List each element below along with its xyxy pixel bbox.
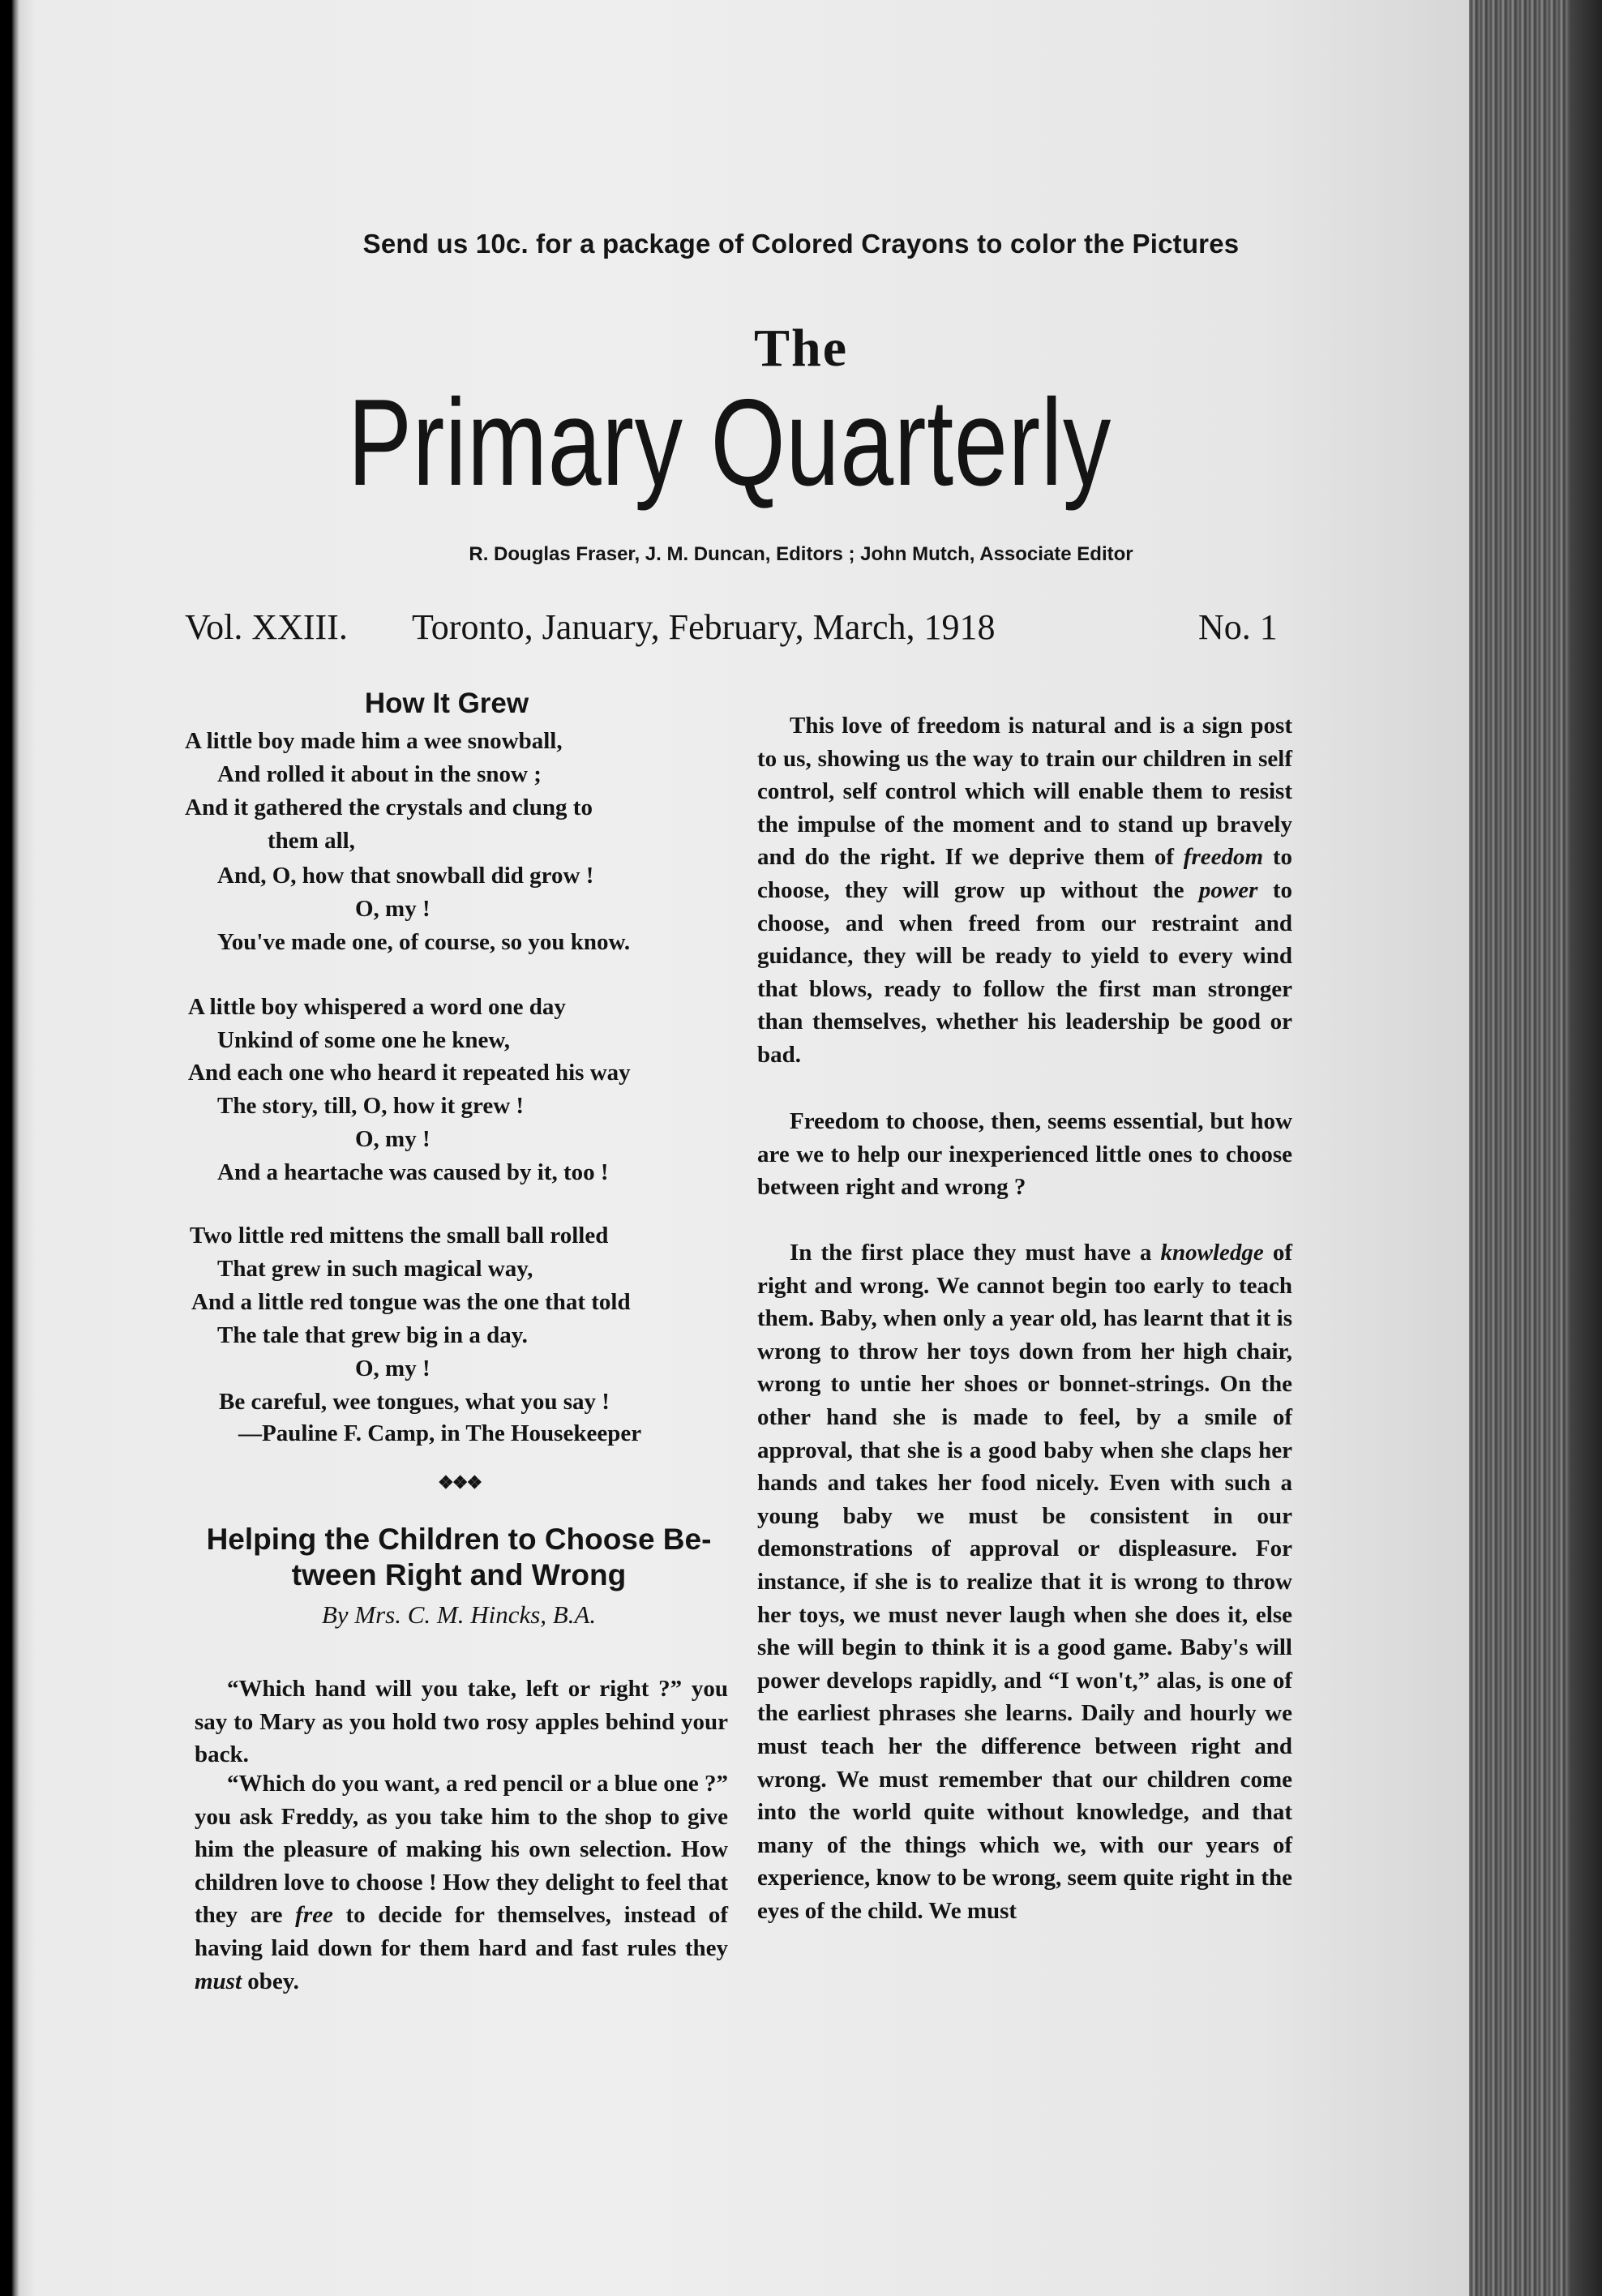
- poem-line: And a heartache was caused by it, too !: [217, 1159, 609, 1185]
- poem-title: How It Grew: [364, 688, 529, 719]
- poem-line: And rolled it about in the snow ;: [217, 761, 542, 787]
- article-paragraph: “Which hand will you take, left or right ?” you say to Mary as you hold two rosy apples behind your back.: [195, 1676, 728, 1768]
- issue-number: No. 1: [1198, 607, 1278, 647]
- article-paragraph: Freedom to choose, then, seems essential, but how are we to help our inexperienced little ones to choose between right and wrong ?: [757, 1108, 1292, 1201]
- article-byline: By Mrs. C. M. Hincks, B.A.: [321, 1600, 597, 1629]
- poem-attribution: —Pauline F. Camp, in The Housekeeper: [238, 1420, 642, 1446]
- crayon-notice: Send us 10c. for a package of Colored Crayons to color the Pictures: [362, 229, 1240, 259]
- issue-date: Toronto, January, February, March, 1918: [412, 607, 996, 647]
- poem-line: That grew in such magical way,: [217, 1256, 533, 1282]
- poem-line: You've made one, of course, so you know.: [217, 929, 631, 955]
- article-title-line-1: Helping the Children to Choose Be-: [206, 1523, 712, 1556]
- article-paragraph: “Which do you want, a red pencil or a blue one ?” you ask Freddy, as you take him to the shop to give him the pleasure of making his own selection. How children love to choose ! How they delight to feel that they are free to decide for themselves, instead of having laid down for them hard and fast rules they must obey.: [195, 1771, 728, 1994]
- masthead-the: The: [753, 319, 849, 378]
- poem-line: The tale that grew big in a day.: [217, 1322, 528, 1348]
- article-paragraph: In the first place they must have a knowledge of right and wrong. We cannot begin too early to teach them. Baby, when only a year old, has learnt that it is wrong to throw her toys down from her high chair, wrong to untie her shoes or bonnet-strings. On the other hand she is made to feel, by a smile of approval, that she is a good baby when she claps her hands and takes her food nicely. Even with such a young baby we must be consistent in our demonstrations of approval or displeasure. For instance, if she is to realize that it is wrong to throw her toys, we must never laugh when she does it, else she will begin to think it is a good game. Baby's will power develops rapidly, and “I won't,” alas, is one of the earliest phrases she learns. Daily and hourly we must teach her the difference between right and wrong. We must remember that our children come into the world quite without knowledge, and that many of the things which we, with our years of experience, know to be wrong, seem quite right in the eyes of the child. We must: [757, 1240, 1292, 1924]
- poem-line: Be careful, wee tongues, what you say !: [219, 1389, 610, 1415]
- article-title-line-2: tween Right and Wrong: [291, 1558, 627, 1591]
- editors-line: R. Douglas Fraser, J. M. Duncan, Editors ; John Mutch, Associate Editor: [469, 543, 1133, 565]
- section-ornament: ❖❖❖: [438, 1472, 482, 1493]
- poem-line: The story, till, O, how it grew !: [217, 1093, 525, 1119]
- poem-line: And, O, how that snowball did grow !: [217, 863, 594, 889]
- article-paragraph: This love of freedom is natural and is a sign post to us, showing us the way to train our children in self control, self control which will enable them to resist the impulse of the moment and to stand up bravely and do the right. If we deprive them of freedom to choose, they will grow up without the power to choose, and when freed from our restraint and guidance, they will be ready to yield to every wind that blows, ready to follow the first man stronger than themselves, whether his leadership be good or bad.: [757, 713, 1292, 1068]
- poem-line: O, my !: [355, 896, 430, 922]
- poem-line: Two little red mittens the small ball rolled: [190, 1223, 609, 1249]
- poem-line: them all,: [268, 828, 355, 854]
- volume-number: Vol. XXIII.: [185, 607, 348, 647]
- poem-line: O, my !: [355, 1356, 430, 1381]
- poem-line: A little boy whispered a word one day: [188, 994, 566, 1020]
- poem-line: And it gathered the crystals and clung to: [185, 795, 593, 820]
- poem-line: And a little red tongue was the one that told: [191, 1289, 631, 1315]
- poem-line: O, my !: [355, 1126, 430, 1152]
- poem-line: Unkind of some one he knew,: [217, 1027, 510, 1053]
- poem-line: And each one who heard it repeated his way: [188, 1060, 631, 1086]
- masthead-title: Primary Quarterly: [347, 374, 1112, 512]
- poem-line: A little boy made him a wee snowball,: [185, 728, 563, 754]
